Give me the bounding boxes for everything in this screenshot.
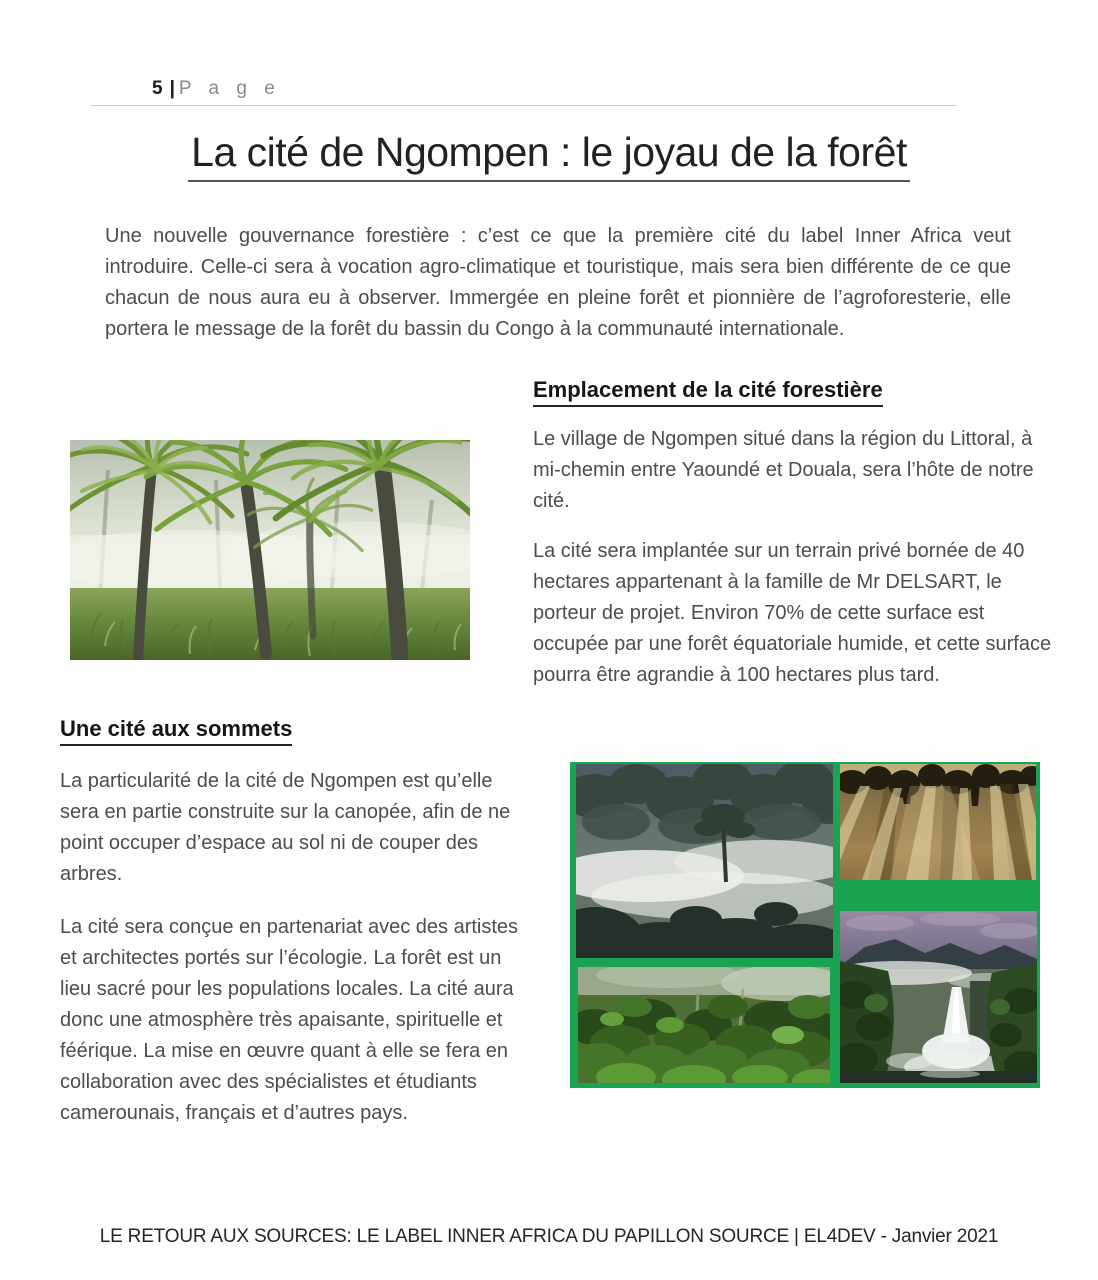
- section2-paragraph-2: La cité sera conçue en partenariat avec des artistes et architectes portés sur l’écologie. La forêt est un lieu sacré pour les populations locales. La cité aura donc une atmosphère très apaisante, spirituelle et féérique. La mise en œuvre quant à elle se fera en collaboration avec des spécialistes et étudiants camerounais, français et d’autres pays.: [60, 916, 519, 1124]
- waterfall-gorge-photo: [840, 911, 1037, 1083]
- misty-palm-forest-photo: [70, 440, 470, 660]
- page-number: 5: [152, 78, 163, 99]
- section1-paragraph-1: Le village de Ngompen situé dans la région du Littoral, à mi-chemin entre Yaoundé et Douala, sera l’hôte de notre cité.: [533, 428, 1034, 512]
- section1-paragraph-2: La cité sera implantée sur un terrain privé bornée de 40 hectares appartenant à la famille de Mr DELSART, le porteur de projet. Environ 70% de cette surface est occupée par une forêt équatoriale humide, et cette surface pourra être agrandie à 100 hectares plus tard.: [533, 540, 1052, 686]
- section-heading-sommets: Une cité aux sommets: [60, 716, 292, 746]
- page-header: [152, 78, 281, 100]
- forest-collage: [570, 762, 1040, 1088]
- page-footer: LE RETOUR AUX SOURCES: LE LABEL INNER AFRICA DU PAPILLON SOURCE | EL4DEV - Janvier 2021: [99, 1226, 999, 1247]
- title-row: [0, 129, 1098, 182]
- sunrays-through-forest-photo: [840, 764, 1036, 880]
- header-rule: [90, 105, 956, 106]
- section2-paragraph-1: La particularité de la cité de Ngompen est qu’elle sera en partie construite sur la canopée, afin de ne point occuper d’espace au sol ni de couper des arbres.: [60, 770, 511, 885]
- page-title: La cité de Ngompen : le joyau de la forêt: [188, 129, 910, 182]
- palm-forest-illustration: [70, 440, 470, 660]
- intro-paragraph: Une nouvelle gouvernance forestière : c’est ce que la première cité du label Inner Africa veut introduire. Celle-ci sera à vocation agro-climatique et touristique, mais sera bien différente de ce que chacun de nous aura eu à observer. Immergée en pleine forêt et pionnière de l’agroforesterie, elle portera le message de la forêt du bassin du Congo à la communauté internationale.: [105, 225, 1011, 340]
- green-rainforest-canopy-photo: [578, 967, 830, 1083]
- page-label: P a g e: [178, 78, 281, 99]
- section-heading-emplacement: Emplacement de la cité forestière: [533, 377, 883, 407]
- header-separator: |: [169, 78, 175, 99]
- misty-rainforest-canopy-photo: [576, 764, 833, 958]
